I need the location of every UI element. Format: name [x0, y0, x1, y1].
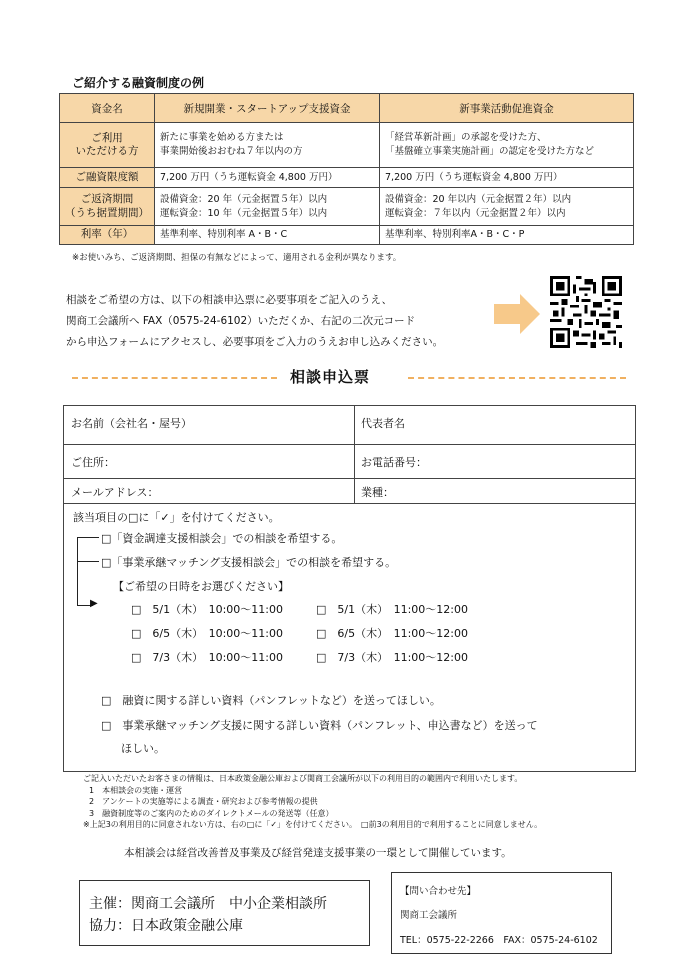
privacy-optout-checkbox[interactable]: ※上記3の利用目的に同意されない方は、右の□に「✓」を付けてください。 □前3の利用目的で利用することに同意しません。	[83, 820, 543, 829]
privacy-item-1: 1 本相談会の実施・運営	[89, 785, 183, 795]
phone-field[interactable]: お電話番号：	[361, 456, 427, 469]
succession-material-continued: ほしい。	[121, 742, 165, 755]
application-form	[63, 405, 636, 772]
date-option-checkbox[interactable]: □ 6/5（木） 10:00～11:00	[131, 627, 283, 640]
contact-box	[391, 872, 612, 954]
privacy-item-3: 3 融資制度等のご案内のためのダイレクトメールの発送等（任意）	[89, 808, 334, 818]
bracket-line	[77, 537, 78, 605]
cell-startup-repayment: 設備資金：20 年（元金据置５年）以内 運転資金：10 年（元金据置５年）以内	[155, 188, 380, 226]
intro-line-3: から申込フォームにアクセスし、必要事項をご入力のうえお申し込みください。	[66, 336, 444, 348]
organizer-box	[79, 880, 370, 946]
divider-right	[408, 377, 626, 379]
contact-heading: 【問い合わせ先】	[400, 886, 477, 897]
contact-name: 関商工会議所	[400, 910, 458, 921]
form-row-name	[64, 406, 635, 445]
date-option-checkbox[interactable]: □ 6/5（木） 11:00～12:00	[316, 627, 468, 640]
qr-code-icon[interactable]	[550, 276, 622, 348]
cell-newbiz-repayment: 設備資金：20 年以内（元金据置２年）以内 運転資金：７年以内（元金据置２年）以内	[380, 188, 634, 226]
row-label-rate: 利率（年）	[60, 226, 155, 245]
bracket-line	[77, 537, 99, 538]
cell-startup-rate: 基準利率、特別利率 A・B・C	[155, 226, 380, 245]
privacy-intro: ご記入いただいたお客さまの情報は、日本政策金融公庫および関商工会議所が以下の利用目的の範囲内で利用いたします。	[83, 774, 523, 783]
email-field[interactable]: メールアドレス：	[71, 486, 159, 499]
loan-section-title: ご紹介する融資制度の例	[72, 76, 205, 90]
cell-newbiz-eligible: 「経営革新計画」の承認を受けた方、 「基盤確立事業実施計画」の認定を受けた方など	[380, 123, 634, 168]
intro-line-2: 関商工会議所へ FAX（0575-24-6102）いただくか、右記の二次元コード	[66, 315, 416, 327]
header-fund-name: 資金名	[60, 94, 155, 123]
date-heading: 【ご希望の日時をお選びください】	[113, 580, 289, 593]
table-row	[60, 188, 634, 226]
industry-field[interactable]: 業種：	[361, 486, 394, 499]
representative-field[interactable]: 代表者名	[361, 417, 405, 430]
address-field[interactable]: ご住所：	[71, 456, 115, 469]
form-row-email	[64, 479, 635, 504]
closing-statement: 本相談会は経営改善普及事業及び経営発達支援事業の一環として開催しています。	[124, 847, 512, 859]
loan-material-checkbox[interactable]: □ 融資に関する詳しい資料（パンフレットなど）を送ってほしい。	[101, 694, 441, 707]
header-new-business-fund: 新事業活動促進資金	[380, 94, 634, 123]
date-option-checkbox[interactable]: □ 5/1（木） 11:00～12:00	[316, 603, 468, 616]
row-label-repayment: ご返済期間 （うち据置期間）	[60, 188, 155, 226]
table-row	[60, 168, 634, 188]
loan-table-header	[60, 94, 634, 123]
succession-material-checkbox[interactable]: □ 事業承継マッチング支援に関する詳しい資料（パンフレット、申込書など）を送って	[101, 719, 538, 732]
row-label-eligible: ご利用 いただける方	[60, 123, 155, 168]
contact-phone-fax: TEL：0575-22-2266 FAX：0575-24-6102	[400, 935, 598, 946]
cooperation-label: 協力：日本政策金融公庫	[89, 918, 243, 934]
date-option-checkbox[interactable]: □ 7/3（木） 11:00～12:00	[316, 651, 468, 664]
cell-startup-limit: 7,200 万円（うち運転資金 4,800 万円）	[155, 168, 380, 188]
arrow-right-icon	[494, 294, 540, 334]
checkbox-instruction: 該当項目の□に「✓」を付けてください。	[73, 511, 280, 524]
loan-table	[59, 93, 634, 245]
privacy-notice	[83, 773, 542, 831]
cell-startup-eligible: 新たに事業を始める方または 事業開始後おおむね７年以内の方	[155, 123, 380, 168]
divider-left	[72, 377, 277, 379]
form-row-address	[64, 445, 635, 479]
cell-newbiz-rate: 基準利率、特別利率A・B・C・P	[380, 226, 634, 245]
form-title: 相談申込票	[290, 368, 371, 386]
funding-consultation-checkbox[interactable]: □「資金調達支援相談会」での相談を希望する。	[101, 532, 343, 545]
header-startup-fund: 新規開業・スタートアップ支援資金	[155, 94, 380, 123]
arrow-right-icon: ▶	[90, 598, 98, 609]
table-row	[60, 226, 634, 245]
rate-note: ※お使いみち、ご返済期間、担保の有無などによって、適用される金利が異なります。	[72, 253, 402, 263]
date-option-checkbox[interactable]: □ 7/3（木） 10:00～11:00	[131, 651, 283, 664]
intro-text	[66, 290, 443, 353]
intro-line-1: 相談をご希望の方は、以下の相談申込票に必要事項をご記入のうえ、	[66, 294, 393, 306]
date-option-checkbox[interactable]: □ 5/1（木） 10:00～11:00	[131, 603, 283, 616]
succession-consultation-checkbox[interactable]: □「事業承継マッチング支援相談会」での相談を希望する。	[101, 556, 397, 569]
privacy-item-2: 2 アンケートの実施等による調査・研究および参考情報の提供	[89, 797, 318, 806]
bracket-line	[77, 561, 99, 562]
name-field[interactable]: お名前（会社名・屋号）	[71, 417, 192, 430]
cell-newbiz-limit: 7,200 万円（うち運転資金 4,800 万円）	[380, 168, 634, 188]
row-label-limit: ご融資限度額	[60, 168, 155, 188]
table-row	[60, 123, 634, 168]
host-label: 主催：関商工会議所 中小企業相談所	[89, 896, 327, 912]
